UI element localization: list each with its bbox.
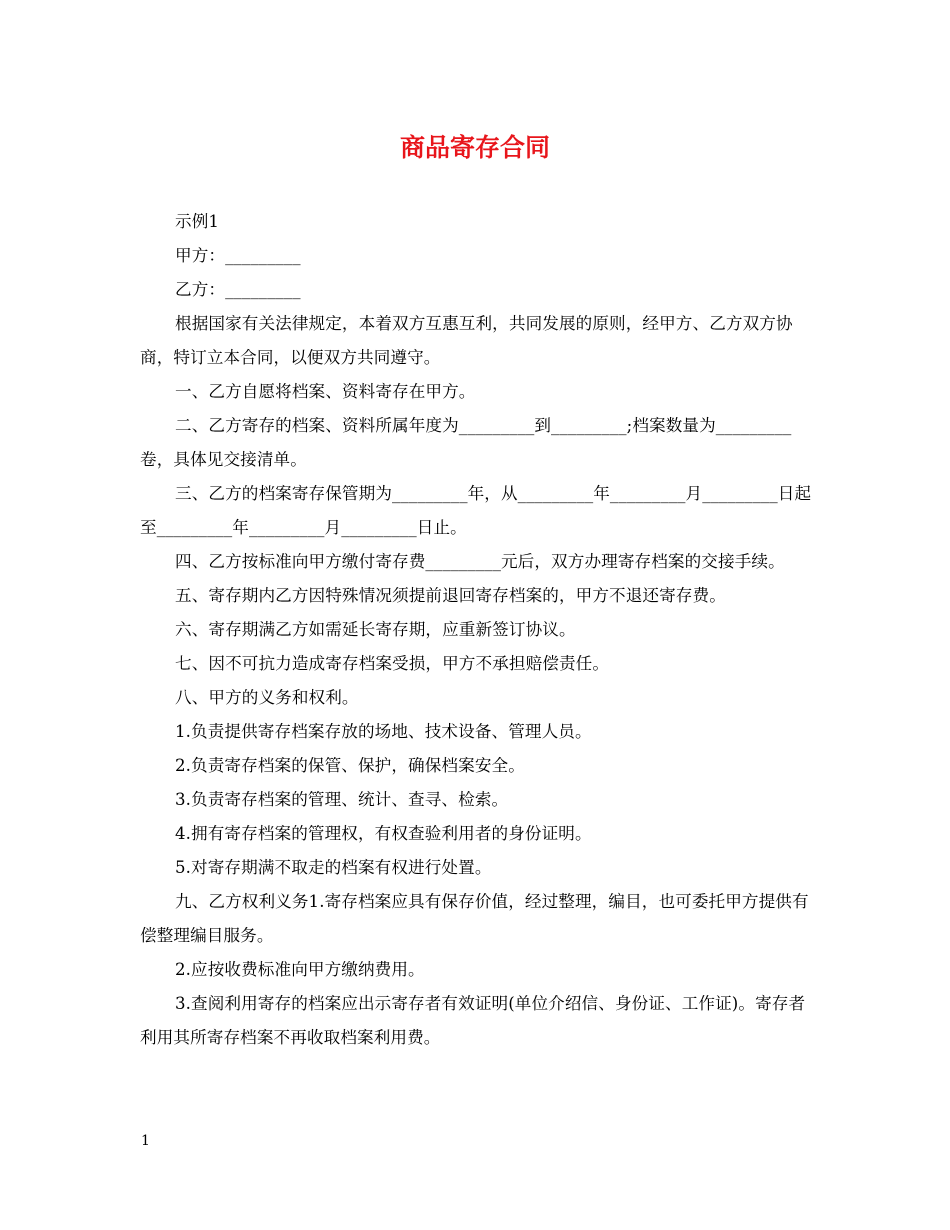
clause-8: 八、甲方的义务和权利。 — [175, 688, 359, 707]
paragraph-party-a: 甲方：_________ — [175, 246, 301, 265]
clause-1: 一、乙方自愿将档案、资料寄存在甲方。 — [175, 382, 476, 401]
clause-4: 四、乙方按标准向甲方缴付寄存费_________元后，双方办理寄存档案的交接手续。 — [175, 552, 785, 571]
clause-7: 七、因不可抗力造成寄存档案受损，甲方不承担赔偿责任。 — [175, 654, 610, 673]
clause-8-item-3: 3.负责寄存档案的管理、统计、查寻、检索。 — [175, 790, 509, 809]
document-title: 商品寄存合同 — [399, 133, 550, 162]
paragraph-preamble: 根据国家有关法律规定，本着双方互惠互利，共同发展的原则，经甲方、乙方双方协商，特订立本合同，以便双方共同遵守。 — [140, 314, 793, 367]
clause-8-item-5: 5.对寄存期满不取走的档案有权进行处置。 — [175, 858, 492, 877]
clause-9: 九、乙方权利义务1.寄存档案应具有保存价值，经过整理，编目，也可委托甲方提供有偿整理编目服务。 — [140, 892, 809, 945]
clause-6: 六、寄存期满乙方如需延长寄存期，应重新签订协议。 — [175, 620, 576, 639]
clause-9-item-2: 2.应按收费标准向甲方缴纳费用。 — [175, 960, 425, 979]
document-body — [140, 205, 815, 1055]
clause-3: 三、乙方的档案寄存保管期为_________年，从_________年_________月_________日起至_________年_________月_________日止。 — [140, 484, 812, 537]
paragraph-example-label: 示例1 — [175, 212, 220, 231]
clause-8-item-4: 4.拥有寄存档案的管理权，有权查验利用者的身份证明。 — [175, 824, 592, 843]
clause-8-item-1: 1.负责提供寄存档案存放的场地、技术设备、管理人员。 — [175, 722, 592, 741]
clause-9-item-3: 3.查阅利用寄存的档案应出示寄存者有效证明(单位介绍信、身份证、工作证)。寄存者利用其所寄存档案不再收取档案利用费。 — [140, 994, 806, 1047]
clause-2: 二、乙方寄存的档案、资料所属年度为_________到_________;档案数量为_________卷，具体见交接清单。 — [140, 416, 792, 469]
paragraph-party-b: 乙方：_________ — [175, 280, 301, 299]
page-number: 1 — [141, 1133, 150, 1149]
clause-5: 五、寄存期内乙方因特殊情况须提前退回寄存档案的，甲方不退还寄存费。 — [175, 586, 726, 605]
clause-8-item-2: 2.负责寄存档案的保管、保护，确保档案安全。 — [175, 756, 525, 775]
